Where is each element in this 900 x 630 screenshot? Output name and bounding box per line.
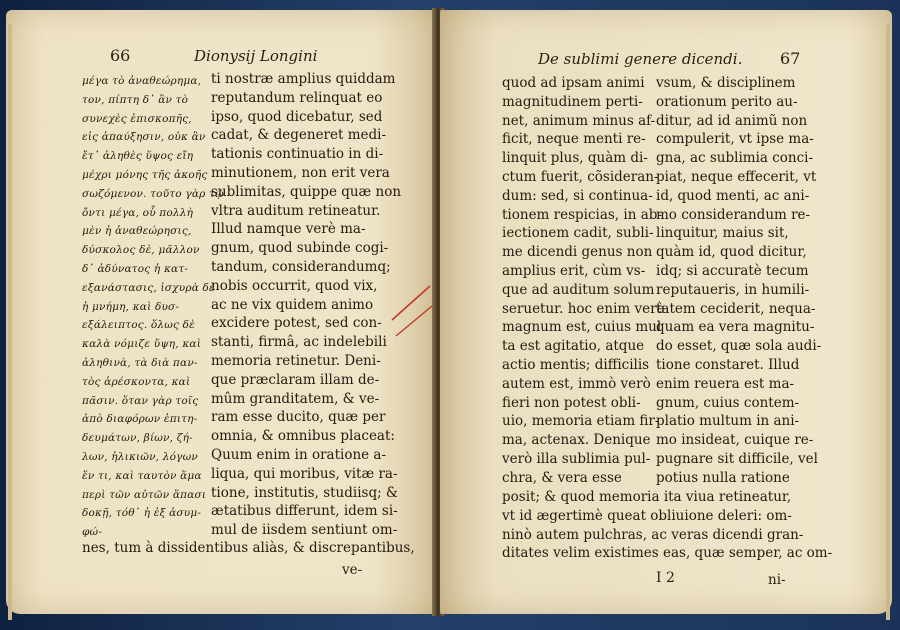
latin-text-line: net, animum minus af-	[502, 112, 656, 129]
latin-text-line: ram esse ducito, quæ per	[211, 409, 386, 426]
latin-text-line: linquit plus, quàm di-	[502, 150, 648, 167]
latin-text-line: mo insideat, cuique re-	[656, 432, 814, 449]
latin-text-line: gnum, cuius contem-	[656, 394, 800, 411]
latin-text-line: tationis continuatio in di-	[211, 146, 384, 163]
greek-text-line: σωζόμενον. τοῦτο γὰρ τῷ	[82, 187, 224, 200]
latin-text-line: ctum fuerit, cõsideran-	[502, 168, 659, 185]
latin-text-line: dum: sed, si continua-	[502, 187, 653, 204]
latin-text-line: ipso, quod dicebatur, sed	[211, 108, 383, 125]
greek-text-line: ἀληθινὰ, τὰ διὰ παν-	[82, 356, 198, 369]
greek-text-line: δύσκολος δὲ, μᾶλλον	[82, 244, 200, 257]
latin-text-line: reputaueris, in humili-	[656, 281, 810, 298]
greek-text-line: περὶ τῶν αὐτῶν ἅπασι	[82, 488, 207, 501]
latin-text-line: ætatibus differunt, idem si-	[211, 503, 398, 520]
greek-text-line: ἕν τι, καὶ ταυτὸν ἅμα	[82, 469, 202, 482]
latin-text-line: actio mentis; difficilis	[502, 356, 650, 373]
latin-text-line: vt id ægertimè queat obliuione deleri: om-	[502, 507, 792, 524]
latin-text-line: autem est, immò verò	[502, 375, 651, 392]
latin-text-line: fieri non potest obli-	[502, 394, 641, 411]
latin-text-line: iectionem cadit, subli-	[502, 225, 654, 242]
latin-text-line: ma, actenax. Denique	[502, 432, 651, 449]
latin-text-line: minutionem, non erit vera	[211, 164, 390, 181]
latin-text-line: chra, & vera esse	[502, 469, 622, 486]
greek-text-line: ἀπὸ διαφόρων ἐπιτη-	[82, 413, 198, 426]
greek-text-line: εἰς ἀπαύξησιν, οὐκ ἂν	[82, 131, 206, 144]
latin-text-line: gnum, quod subinde cogi-	[211, 240, 389, 257]
greek-text-line: εξανάστασις, ἰσχυρὰ δὲ	[82, 281, 215, 294]
left-page-number: 66	[110, 46, 131, 65]
greek-text-line: ὄντι μέγα, οὗ πολλὴ	[82, 206, 194, 219]
right-page-edge	[886, 24, 890, 620]
latin-text-line: vsum, & disciplinem	[656, 75, 796, 91]
right-running-head: De sublimi genere dicendi.	[538, 50, 743, 68]
latin-text-line: idq; si accuratè tecum	[656, 262, 809, 279]
left-latin-column	[211, 70, 401, 540]
latin-text-line: tandum, considerandumq;	[211, 258, 391, 275]
latin-text-line: Illud namque verè ma-	[211, 221, 366, 238]
greek-text-line: ἔτ᾽ ἀληθὲς ὕψος εἴη	[82, 150, 194, 163]
latin-text-line: Quum enim in oratione a-	[211, 446, 387, 463]
latin-text-line: compulerit, vt ipse ma-	[656, 131, 814, 148]
greek-text-line: καλὰ νόμιζε ὕψη, καὶ	[82, 338, 202, 351]
greek-text-line: εξάλειπτος. ὅλως δὲ	[82, 319, 196, 332]
right-page	[440, 10, 892, 614]
greek-text-line: φώ-	[82, 526, 103, 539]
latin-text-line: stanti, firmâ, ac indelebili	[211, 334, 387, 351]
latin-text-line: ta est agitatio, atque	[502, 338, 645, 355]
greek-text-line: δ᾽ ἀδύνατος ἡ κατ-	[82, 262, 189, 275]
latin-text-line: posit; & quod memoria ita viua retineatur,	[502, 489, 792, 505]
latin-text-line: ac ne vix quidem animo	[211, 296, 374, 313]
left-catchword: ve-	[342, 562, 363, 578]
right-bottom-lines	[502, 488, 832, 563]
greek-text-line: τον, πίπτη δ᾽ ἂν τὸ	[82, 93, 189, 106]
greek-text-line: λων, ἡλικιῶν, λόγων	[82, 450, 198, 463]
latin-text-line: platio multum in ani-	[656, 413, 800, 430]
greek-text-line: τὸς ἀρέσκοντα, καὶ	[82, 375, 191, 388]
latin-text-line: magnum est, cuius mul	[502, 319, 662, 336]
latin-text-line: magnitudinem perti-	[502, 93, 643, 110]
margin-pencil-mark	[386, 280, 436, 350]
latin-text-line: tionem respicias, in ab-	[502, 206, 662, 223]
latin-text-line: quod ad ipsam animi	[502, 75, 645, 91]
latin-text-line: enim reuera est ma-	[656, 375, 795, 392]
latin-text-line: id, quod menti, ac ani-	[656, 187, 810, 204]
greek-text-line: δευμάτων, βίων, ζή-	[82, 432, 193, 445]
latin-text-line: pugnare sit difficile, vel	[656, 450, 818, 467]
latin-text-line: que præclaram illam de-	[211, 371, 380, 388]
latin-text-line: tatem ceciderit, nequa-	[656, 300, 816, 317]
right-page-number: 67	[780, 49, 801, 68]
left-page	[6, 10, 436, 614]
greek-text-line: μὲν ἡ ἀναθεώρησις,	[82, 225, 192, 238]
latin-text-line: ditur, ad id animũ non	[656, 112, 808, 129]
latin-text-line: tione constaret. Illud	[656, 356, 800, 373]
latin-text-line: verò illa sublimia pul-	[502, 450, 651, 467]
left-page-edge	[8, 24, 12, 620]
latin-text-line: ditates velim existimes eas, quæ semper, ac om-	[502, 545, 833, 562]
right-catchword: ni-	[768, 572, 786, 588]
latin-text-line: linquitur, maius sit,	[656, 225, 789, 242]
latin-text-line: seruetur. hoc enim verè	[502, 300, 665, 317]
latin-text-line: excidere potest, sed con-	[211, 315, 382, 332]
latin-text-line: piat, neque effecerit, vt	[656, 168, 817, 185]
latin-text-line: vltra auditum retineatur.	[211, 202, 381, 219]
latin-text-line: ficit, neque menti re-	[502, 131, 646, 148]
latin-text-line: reputandum relinquat eo	[211, 89, 383, 106]
latin-text-line: memoria retinetur. Deni-	[211, 352, 381, 369]
signature-mark: I 2	[656, 570, 675, 586]
greek-text-line: συνεχὲς ἐπισκοπῆς,	[82, 112, 192, 125]
latin-text-line: que ad auditum solum	[502, 281, 655, 298]
right-column-2	[656, 74, 821, 488]
greek-text-line: δοκῇ, τόθ᾽ ἡ ἐξ ἀσυμ-	[82, 507, 202, 520]
greek-text-line: μέγα τὸ ἀναθεώρημα,	[82, 75, 202, 87]
latin-text-line: gna, ac sublimia conci-	[656, 150, 814, 167]
latin-text-line: me dicendi genus non	[502, 244, 653, 261]
latin-text-line: do esset, quæ sola audi-	[656, 338, 822, 355]
greek-text-line: ἡ μνήμη, καὶ δυσ-	[82, 300, 180, 313]
latin-text-line: quam ea vera magnitu-	[656, 319, 815, 336]
latin-text-line: potius nulla ratione	[656, 469, 790, 486]
latin-text-line: cadat, & degeneret medi-	[211, 127, 387, 144]
latin-text-line: liqua, qui moribus, vitæ ra-	[211, 465, 398, 482]
latin-text-line: omnia, & omnibus placeat:	[211, 428, 395, 445]
latin-text-line: mul de iisdem sentiunt om-	[211, 522, 398, 539]
left-bottom-line: nes, tum à dissidentibus aliàs, & discrepantibus,	[82, 540, 415, 556]
left-running-head: Dionysij Longini	[194, 47, 318, 65]
latin-text-line: mûm granditatem, & ve-	[211, 390, 380, 407]
greek-text-line: μέχρι μόνης τῆς ἀκοῆς	[82, 168, 208, 181]
latin-text-line: nobis occurrit, quod vix,	[211, 277, 378, 294]
right-column-1	[502, 74, 665, 488]
latin-text-line: mo considerandum re-	[656, 206, 811, 223]
latin-text-line: orationum perito au-	[656, 93, 798, 110]
latin-text-line: quàm id, quod dicitur,	[656, 244, 807, 261]
latin-text-line: amplius erit, cùm vs-	[502, 262, 646, 279]
latin-text-line: sublimitas, quippe quæ non	[211, 183, 402, 200]
left-greek-column	[82, 72, 224, 542]
latin-text-line: tione, institutis, studiisq; &	[211, 484, 398, 501]
latin-text-line: ti nostræ amplius quiddam	[211, 71, 396, 87]
latin-text-line: ninò autem pulchras, ac veras dicendi gran-	[502, 526, 804, 543]
greek-text-line: πᾶσιν. ὅταν γὰρ τοῖς	[82, 394, 199, 407]
latin-text-line: uio, memoria etiam fir-	[502, 413, 660, 430]
